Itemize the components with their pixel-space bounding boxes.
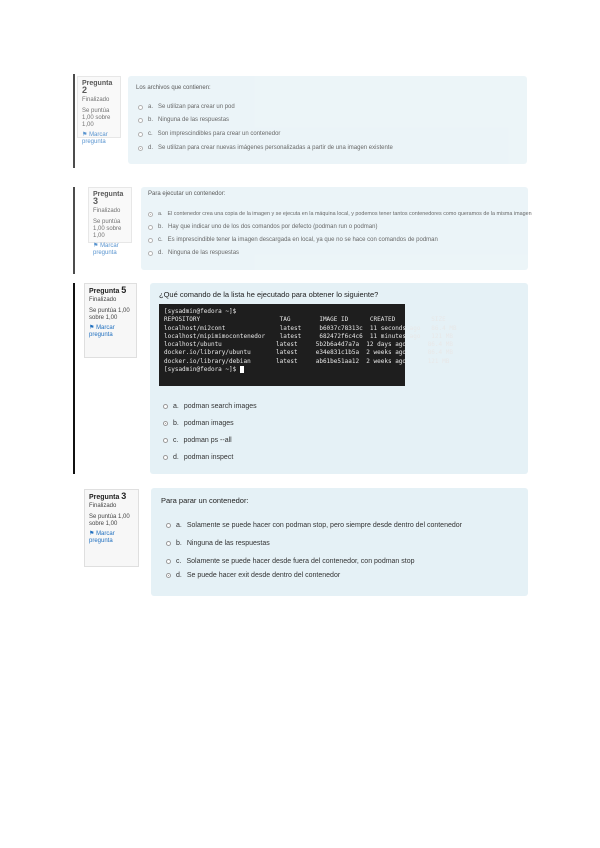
question-state: Finalizado bbox=[89, 297, 117, 303]
terminal-line: docker.io/library/debian latest ab61be51aa12 2 weeks ago 121 MB bbox=[164, 357, 450, 365]
answer-option[interactable]: d. podman inspect bbox=[163, 454, 233, 461]
radio-button[interactable] bbox=[166, 559, 171, 564]
flag-question-link[interactable]: ⚑ Marcar pregunta bbox=[89, 325, 115, 338]
question-content bbox=[151, 488, 528, 596]
question-label: Pregunta bbox=[82, 80, 113, 87]
radio-button[interactable] bbox=[138, 118, 143, 123]
answer-option[interactable]: a. El contenedor crea una copia de la imagen y se ejecuta en la máquina local, y podemos tener tantos contenedores como queramos de la misma imagen bbox=[148, 211, 532, 217]
answer-option[interactable]: b. Hay que indicar uno de los dos comandos por defecto (podman run o podman) bbox=[148, 224, 377, 230]
terminal-line: docker.io/library/ubuntu latest e34e831c1b5a 2 weeks ago 86.4 MB bbox=[164, 349, 453, 357]
flag-question-link[interactable]: ⚑ Marcar pregunta bbox=[93, 243, 119, 256]
answer-option[interactable]: b. podman images bbox=[163, 420, 234, 427]
flag-icon: ⚑ bbox=[89, 325, 95, 331]
answer-option[interactable]: c. Solamente se puede hacer desde fuera del contenedor, con podman stop bbox=[166, 558, 415, 565]
terminal-line: localhost/mi2cont latest b6037c78313c 11 seconds ago 86.4 MB bbox=[164, 324, 457, 332]
question-edge-bar bbox=[73, 187, 75, 274]
radio-button[interactable] bbox=[166, 523, 171, 528]
radio-button[interactable] bbox=[163, 421, 168, 426]
terminal-line: REPOSITORY TAG IMAGE ID CREATED SIZE bbox=[164, 316, 446, 324]
question-label: Pregunta bbox=[89, 288, 120, 295]
question-text: Los archivos que contienen: bbox=[136, 85, 211, 91]
question-edge-bar bbox=[73, 283, 75, 474]
question-content bbox=[141, 187, 532, 270]
radio-button[interactable] bbox=[163, 404, 168, 409]
question-content bbox=[150, 283, 528, 474]
terminal-line: localhost/mipimimocontenedor latest 682472f6c4c6 11 minutes ago 121 MB bbox=[164, 332, 453, 340]
flag-question-link[interactable]: ⚑ Marcar pregunta bbox=[82, 132, 108, 145]
question-text: Para ejecutar un contenedor: bbox=[148, 191, 226, 197]
flag-icon: ⚑ bbox=[82, 132, 88, 138]
question-number: 3 bbox=[93, 196, 99, 206]
answer-option[interactable]: b. Ninguna de las respuestas bbox=[166, 540, 270, 547]
answer-option[interactable]: d. Se puede hacer exit desde dentro del contenedor bbox=[166, 572, 340, 579]
question-grade: Se puntúa 1,00 sobre 1,00 bbox=[82, 108, 111, 128]
answer-option[interactable]: d. Ninguna de las respuestas bbox=[148, 250, 239, 256]
radio-button[interactable] bbox=[148, 238, 153, 243]
question-info bbox=[84, 283, 137, 358]
radio-button[interactable] bbox=[138, 132, 143, 137]
question-info bbox=[88, 187, 132, 256]
question-state: Finalizado bbox=[93, 208, 121, 214]
answer-option[interactable]: b. Ninguna de las respuestas bbox=[138, 117, 229, 123]
answer-option[interactable]: c. Son imprescindibles para crear un contenedor bbox=[138, 131, 280, 137]
question-number: 3 bbox=[121, 491, 127, 501]
question-info bbox=[77, 76, 121, 145]
answer-option[interactable]: c. Es imprescindible tener la imagen descargada en local, ya que no se hace con comandos de podman bbox=[148, 237, 438, 243]
terminal-line: [sysadmin@fedora ~]$ bbox=[164, 308, 240, 315]
answer-option[interactable]: a. podman search images bbox=[163, 403, 257, 410]
radio-button[interactable] bbox=[138, 105, 143, 110]
question-number: 5 bbox=[121, 285, 127, 295]
question-grade: Se puntúa 1,00 sobre 1,00 bbox=[93, 219, 122, 239]
answer-option[interactable]: c. podman ps --all bbox=[163, 437, 232, 444]
question-edge-bar bbox=[73, 74, 75, 168]
answer-option[interactable]: a. Se utilizan para crear un pod bbox=[138, 104, 235, 110]
radio-button[interactable] bbox=[148, 212, 153, 217]
answer-option[interactable]: a. Solamente se puede hacer con podman stop, pero siempre desde dentro del contenedor bbox=[166, 522, 462, 529]
question-state: Finalizado bbox=[89, 503, 117, 509]
radio-button[interactable] bbox=[148, 251, 153, 256]
radio-button[interactable] bbox=[148, 225, 153, 230]
question-number: 2 bbox=[82, 85, 88, 95]
flag-question-link[interactable]: ⚑ Marcar pregunta bbox=[89, 531, 115, 544]
flag-icon: ⚑ bbox=[93, 243, 99, 249]
radio-button[interactable] bbox=[163, 438, 168, 443]
question-label: Pregunta bbox=[89, 494, 120, 501]
question-content bbox=[128, 76, 527, 164]
radio-button[interactable] bbox=[163, 455, 168, 460]
terminal-line: localhost/ubuntu latest 5b2b6a4d7a7a 12 days ago 86.4 MB bbox=[164, 341, 453, 349]
terminal-line: [sysadmin@fedora ~]$ bbox=[164, 366, 400, 374]
terminal-output bbox=[159, 304, 457, 386]
terminal-cursor bbox=[240, 366, 244, 373]
radio-button[interactable] bbox=[166, 541, 171, 546]
question-grade: Se puntúa 1,00 sobre 1,00 bbox=[89, 308, 130, 321]
question-label: Pregunta bbox=[93, 191, 124, 198]
question-state: Finalizado bbox=[82, 97, 110, 103]
flag-icon: ⚑ bbox=[89, 531, 95, 537]
question-text: Para parar un contenedor: bbox=[161, 496, 249, 505]
question-grade: Se puntúa 1,00 sobre 1,00 bbox=[89, 514, 130, 527]
radio-button[interactable] bbox=[166, 573, 171, 578]
radio-button[interactable] bbox=[138, 146, 143, 151]
question-text: ¿Qué comando de la lista he ejecutado para obtener lo siguiente? bbox=[159, 290, 379, 299]
question-info bbox=[84, 489, 139, 567]
answer-option[interactable]: d. Se utilizan para crear nuevas imágenes personalizadas a partir de una imagen existente bbox=[138, 145, 393, 151]
